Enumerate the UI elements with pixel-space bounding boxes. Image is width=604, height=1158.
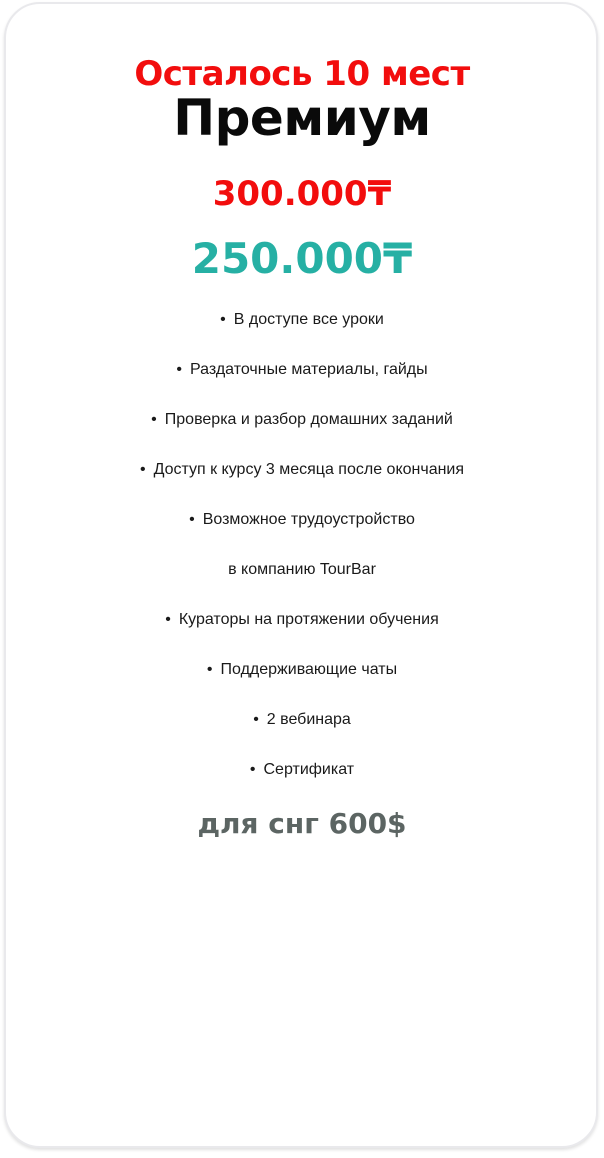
feature-text: В доступе все уроки — [233, 311, 384, 328]
feature-text: Возможное трудоустройство — [202, 511, 415, 528]
feature-item — [0, 510, 604, 530]
feature-item — [0, 410, 604, 430]
feature-item — [0, 710, 604, 730]
bullet-icon: • — [253, 711, 259, 728]
feature-item-continuation — [0, 560, 604, 580]
bullet-icon: • — [165, 611, 171, 628]
new-price: 250.000₸ — [191, 234, 413, 283]
feature-item — [0, 760, 604, 780]
feature-item — [0, 310, 604, 330]
cis-price: для снг 600$ — [197, 807, 407, 840]
seats-left-banner: Осталось 10 мест — [134, 54, 470, 94]
bullet-icon: • — [176, 361, 182, 378]
feature-text: Доступ к курсу 3 месяца после окончания — [153, 461, 465, 478]
feature-text: в компанию TourBar — [228, 561, 376, 578]
bullet-icon: • — [189, 511, 195, 528]
feature-item — [0, 660, 604, 680]
feature-text: Поддерживающие чаты — [220, 661, 398, 678]
feature-text: 2 вебинара — [266, 711, 351, 728]
bullet-icon: • — [151, 411, 157, 428]
bullet-icon: • — [249, 761, 256, 778]
feature-text: Проверка и разбор домашних заданий — [164, 411, 453, 428]
old-price: 300.000₸ — [212, 174, 392, 214]
bullet-icon: • — [139, 461, 146, 478]
feature-item — [0, 460, 604, 480]
feature-item — [0, 360, 604, 380]
feature-text: Раздаточные материалы, гайды — [189, 361, 428, 378]
bullet-icon: • — [206, 661, 213, 678]
feature-text: Кураторы на протяжении обучения — [178, 611, 439, 628]
feature-item — [0, 610, 604, 630]
plan-title: Премиум — [173, 89, 431, 147]
bullet-icon: • — [220, 311, 226, 328]
feature-text: Сертификат — [263, 761, 355, 778]
